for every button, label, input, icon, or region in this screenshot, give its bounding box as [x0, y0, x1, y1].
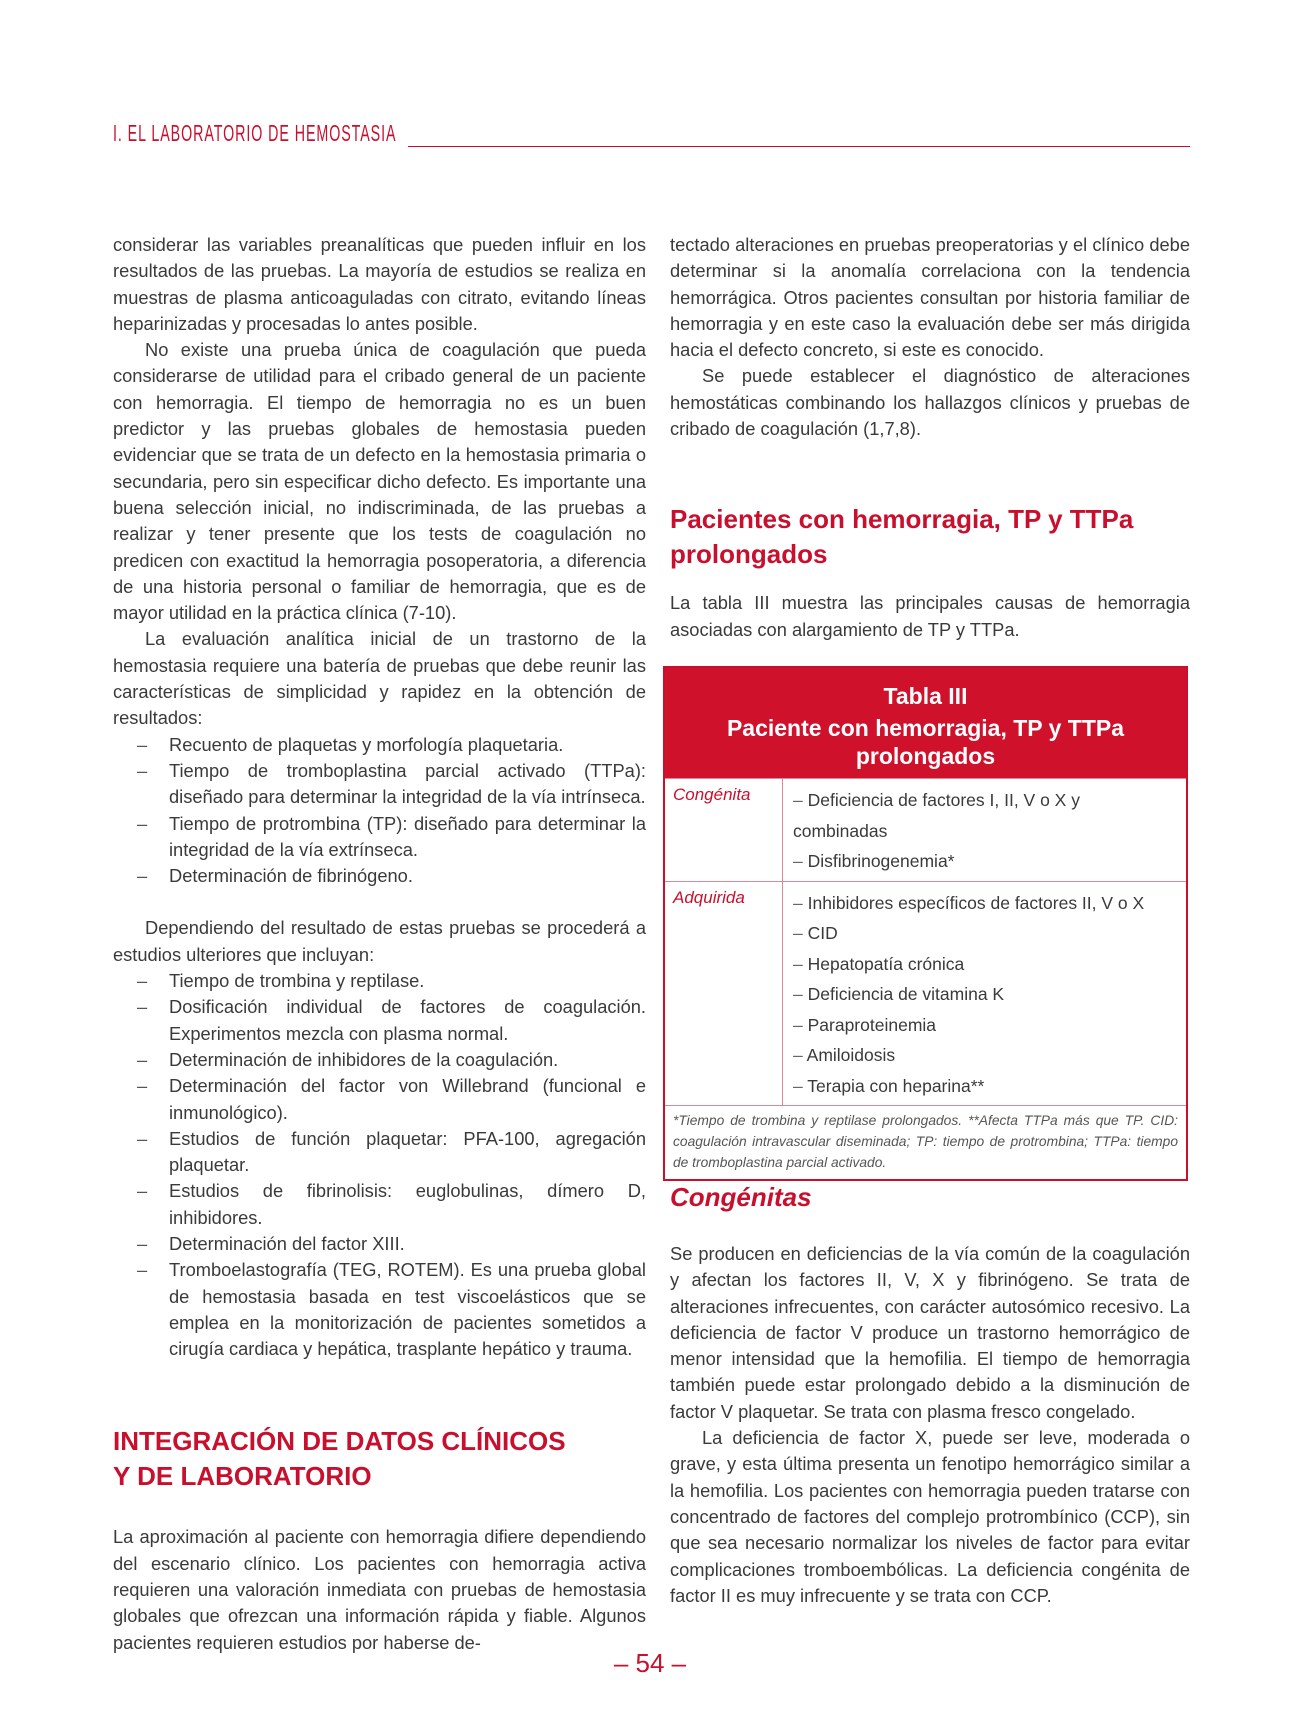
- running-head: [113, 120, 1190, 152]
- table-item: – Deficiencia de vitamina K: [793, 979, 1178, 1010]
- page-number: – 54 –: [613, 1648, 687, 1678]
- list-item: – Tiempo de tromboplastina parcial activado (TTPa): diseñado para determinar la integridad de la vía intrínseca.: [169, 758, 646, 811]
- list-item: – Dosificación individual de factores de coagulación. Experimentos mezcla con plasma normal.: [169, 994, 646, 1047]
- list-item: – Estudios de fibrinolisis: euglobulinas, dímero D, inhibidores.: [169, 1178, 646, 1231]
- list-item: – Determinación del factor von Willebrand (funcional e inmunológico).: [169, 1073, 646, 1126]
- list-item: – Tiempo de trombina y reptilase.: [169, 968, 646, 994]
- left-column: [113, 232, 646, 1656]
- table-iii: [663, 666, 1188, 1181]
- paragraph: La deficiencia de factor X, puede ser leve, moderada o grave, y esta última presenta un fenotipo hemorrágico similar a la hemofilia. Los pacientes con hemorragia pueden tratarse con concentrado de factores del complejo protrombínico (CCP), sin que sea necesario normalizar los niveles de factor para evitar complicaciones tromboembólicas. La deficiencia congénita de factor II es muy infrecuente y se trata con CCP.: [670, 1427, 1190, 1606]
- table-item: – CID: [793, 918, 1178, 949]
- table-item: – Hepatopatía crónica: [793, 949, 1178, 980]
- table-item: – Terapia con heparina**: [793, 1071, 1178, 1102]
- list-item: – Determinación del factor XIII.: [169, 1231, 646, 1257]
- paragraph: No existe una prueba única de coagulación que pueda considerarse de utilidad para el cribado general de un paciente con hemorragia. El tiempo de hemorragia no es un buen predictor y las pruebas globales de hemostasia pueden evidenciar que se trata de un defecto en la hemostasia primaria o secundaria, pero sin especificar dicho defecto. Es importante una buena selección inicial, no indiscriminada, de las pruebas a realizar y tener presente que los tests de coagulación no predicen con exactitud la hemorragia posoperatoria, a diferencia de una historia personal o familiar de hemorragia, que es de mayor utilidad en la práctica clínica (7-10).: [113, 339, 646, 624]
- table-item: – Paraproteinemia: [793, 1010, 1178, 1041]
- list-item: – Tiempo de protrombina (TP): diseñado para determinar la integridad de la vía extrínseca.: [169, 811, 646, 864]
- paragraph: Se puede establecer el diagnóstico de alteraciones hemostáticas combinando los hallazgos clínicos y pruebas de cribado de coagulación (1,7,8).: [670, 365, 1190, 440]
- table-item: – Inhibidores específicos de factores II, V o X: [793, 888, 1178, 919]
- further-tests-list: [113, 968, 646, 1362]
- list-item: – Tromboelastografía (TEG, ROTEM). Es una prueba global de hemostasia basada en test viscoelásticos que se emplea en la monitorización de pacientes sometidos a cirugía cardiaca y hepática, trasplante hepático y trauma.: [169, 1257, 646, 1362]
- subsection-heading: Pacientes con hemorragia, TP y TTPa prolongados: [670, 504, 1134, 570]
- items-cell: [783, 882, 1186, 1106]
- paragraph: La evaluación analítica inicial de un trastorno de la hemostasia requiere una batería de pruebas que debe reunir las características de simplicidad y rapidez en la obtención de resultados:: [113, 628, 646, 729]
- category-cell: Congénita: [665, 779, 783, 881]
- table-caption: Paciente con hemorragia, TP y TTPa: [726, 715, 1125, 741]
- table-row: [665, 778, 1186, 881]
- paragraph: considerar las variables preanalíticas que pueden influir en los resultados de las pruebas. La mayoría de estudios se realiza en muestras de plasma anticoaguladas con citrato, evitando líneas heparinizadas y procesadas lo antes posible.: [113, 234, 646, 334]
- paragraph: Se producen en deficiencias de la vía común de la coagulación y afectan los factores II, V, X y fibrinógeno. Se trata de alteraciones infrecuentes, con carácter autosómico recesivo. La deficiencia de factor V produce un trastorno hemorrágico de menor intensidad que la hemofilia. El tiempo de hemorragia también puede estar prolongado debido a la disminución de factor V plaquetar. Se trata con plasma fresco congelado.: [670, 1243, 1190, 1422]
- table-title: Tabla III: [883, 683, 968, 709]
- right-column: [670, 232, 1190, 643]
- table-footnote: *Tiempo de trombina y reptilase prolongados. **Afecta TTPa más que TP. CID: coagulación intravascular diseminada; TP: tiempo de protrombina; TTPa: tiempo de tromboplastina parcial activado.: [665, 1105, 1186, 1179]
- list-item: – Estudios de función plaquetar: PFA-100, agregación plaquetar.: [169, 1126, 646, 1179]
- list-item: – Determinación de fibrinógeno.: [169, 863, 646, 889]
- header-rule: [408, 146, 1190, 147]
- initial-tests-list: [113, 732, 646, 890]
- list-item: – Recuento de plaquetas y morfología plaquetaria.: [169, 732, 646, 758]
- paragraph: tectado alteraciones en pruebas preoperatorias y el clínico debe determinar si la anomalía correlaciona con la tendencia hemorrágica. Otros pacientes consultan por historia familiar de hemorragia y en este caso la evaluación debe ser más dirigida hacia el defecto concreto, si este es conocido.: [670, 234, 1190, 361]
- right-column-lower: [670, 1180, 1190, 1609]
- paragraph: La tabla III muestra las principales causas de hemorragia asociadas con alargamiento de TP y TTPa.: [670, 592, 1190, 640]
- table-header: [665, 668, 1186, 778]
- category-cell: Adquirida: [665, 882, 783, 1106]
- table-caption: prolongados: [855, 743, 996, 769]
- list-item: – Determinación de inhibidores de la coagulación.: [169, 1047, 646, 1073]
- chapter-title: I. EL LABORATORIO DE HEMOSTASIA: [113, 120, 397, 146]
- table-item: – Disfibrinogenemia*: [793, 846, 1178, 877]
- section-heading-line2: Y DE LABORATORIO: [113, 1461, 372, 1492]
- items-cell: [783, 779, 1186, 881]
- table-item: – Amiloidosis: [793, 1040, 1178, 1071]
- section-heading-line1: INTEGRACIÓN DE DATOS CLÍNICOS: [113, 1426, 566, 1457]
- table-item: – Deficiencia de factores I, II, V o X y combinadas: [793, 785, 1178, 846]
- section-heading: [113, 1424, 646, 1494]
- table-row: [665, 881, 1186, 1106]
- paragraph: Dependiendo del resultado de estas pruebas se procederá a estudios ulteriores que incluyan:: [113, 917, 646, 965]
- subsection-heading: Congénitas: [670, 1182, 812, 1212]
- paragraph: La aproximación al paciente con hemorragia difiere dependiendo del escenario clínico. Los pacientes con hemorragia activa requieren una valoración inmediata con pruebas de hemostasia globales que ofrezcan una información rápida y fiable. Algunos pacientes requieren estudios por haberse de-: [113, 1526, 646, 1653]
